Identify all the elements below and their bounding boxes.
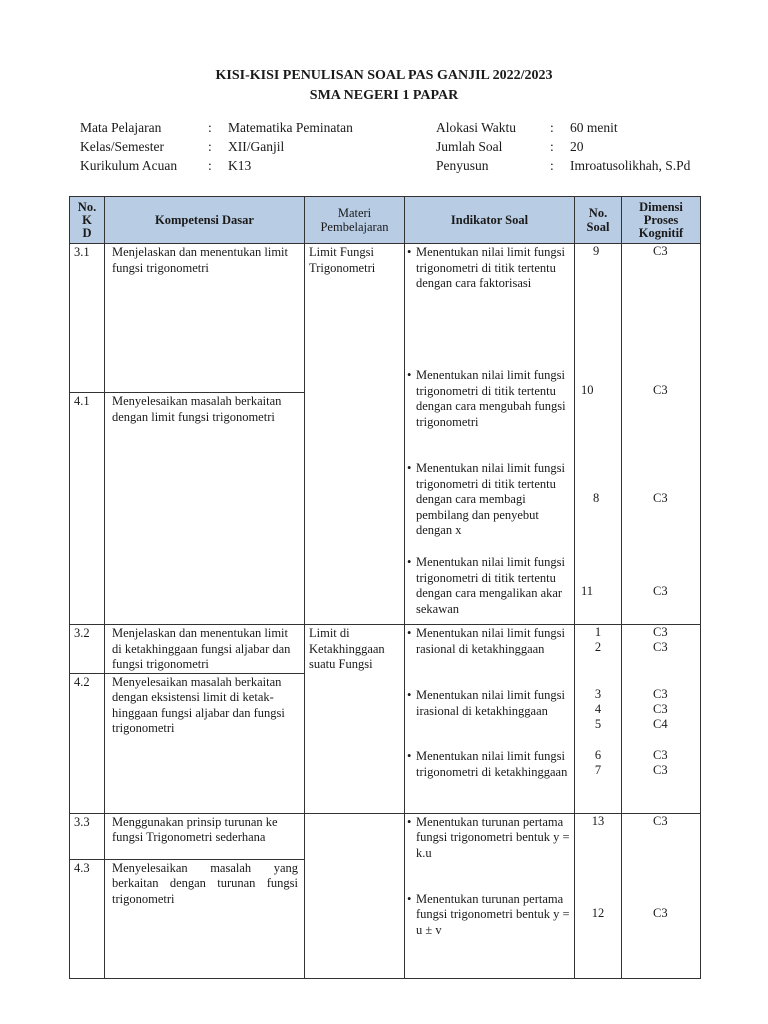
materi-text: Limit Fungsi Trigonometri [309, 245, 376, 275]
no-soal: 8 [593, 491, 600, 505]
meta-label: Kelas/Semester [80, 139, 164, 154]
no-soal: 11 [581, 584, 594, 598]
dimensi-cell [622, 244, 701, 625]
kd-number-text: 4.2 [74, 674, 90, 689]
indikator-cell [405, 625, 575, 814]
kd-text [105, 393, 305, 625]
dimensi-level: C3 [653, 383, 668, 397]
no-soal: 2 [594, 640, 602, 654]
kd-text [105, 673, 305, 813]
table-row [70, 244, 701, 393]
kd-number-text: 3.2 [74, 626, 90, 640]
header-indikator: Indikator Soal [405, 197, 575, 244]
dimensi-level: C3 [653, 702, 668, 716]
kd-description: Menjelaskan dan menentukan limit di ketakhinggaan fungsi aljabar dan fungsi trigonometri [112, 626, 291, 671]
header-kompetensi-dasar: Kompetensi Dasar [105, 197, 305, 244]
dimensi-level: C3 [653, 748, 668, 762]
meta-value: 20 [570, 139, 584, 154]
indikator-item: • Menentukan nilai limit fungsi trigonometri di ketakhinggaan [406, 749, 576, 780]
kisi-kisi-table [69, 196, 701, 979]
dimensi-level: C3 [653, 813, 668, 828]
no-soal-cell [575, 813, 622, 978]
document-title: KISI-KISI PENULISAN SOAL PAS GANJIL 2022/2023 [215, 68, 553, 83]
kd-number-text: 3.1 [74, 245, 90, 259]
no-soal: 12 [591, 905, 605, 920]
kd-number [70, 393, 105, 625]
school-name: SMA NEGERI 1 PAPAR [309, 88, 459, 103]
kd-number [70, 244, 105, 393]
no-soal: 5 [594, 717, 602, 731]
indikator-item: • Menentukan nilai limit fungsi trigonometri di titik tertentu dengan cara mengubah fungsi trigonometri [406, 368, 576, 430]
meta-label: Alokasi Waktu [436, 120, 517, 135]
indikator-item: • Menentukan nilai limit fungsi irasional di ketakhinggaan [406, 688, 576, 719]
indikator-item: • Menentukan nilai limit fungsi rasional di ketakhinggaan [406, 626, 576, 657]
no-soal: 13 [591, 813, 605, 828]
meta-colon: : [208, 139, 212, 154]
meta-value: Imroatusolikhah, S.Pd [570, 158, 691, 173]
no-soal-cell [575, 244, 622, 625]
table-row [70, 813, 701, 859]
kd-text [105, 859, 305, 978]
indikator-item: • Menentukan turunan pertama fungsi trigonometri bentuk y = k.u [406, 815, 576, 862]
header-dimensi: Dimensi Proses Kognitif [622, 197, 701, 244]
kd-number-text: 4.1 [74, 394, 90, 409]
dimensi-level: C3 [653, 687, 668, 701]
meta-value: 60 menit [570, 120, 618, 135]
indikator-cell [405, 244, 575, 625]
meta-label: Penyusun [436, 158, 489, 173]
table-row [70, 625, 701, 674]
meta-label: Mata Pelajaran [80, 120, 162, 135]
kd-number [70, 859, 105, 978]
indikator-item: • Menentukan turunan pertama fungsi trigonometri bentuk y = u ± v [406, 892, 576, 939]
materi-text: Limit di Ketakhinggaan suatu Fungsi [309, 626, 385, 671]
no-soal: 3 [594, 687, 602, 701]
dimensi-level: C3 [653, 244, 668, 258]
no-soal: 4 [594, 702, 602, 716]
kd-description: Menyelesaikan masalah yang berkaitan dengan turunan fungsi trigonometri [112, 860, 298, 906]
meta-label: Jumlah Soal [436, 139, 503, 154]
dimensi-level: C3 [653, 763, 668, 777]
kd-text [105, 625, 305, 674]
no-soal: 7 [594, 763, 602, 777]
no-soal: 9 [593, 244, 600, 258]
kd-text [105, 813, 305, 859]
kd-number-text: 3.3 [74, 814, 90, 829]
no-soal: 1 [594, 625, 602, 639]
materi-cell [305, 625, 405, 814]
dimensi-level: C3 [653, 625, 668, 639]
kd-number-text: 4.3 [74, 860, 90, 875]
kd-number [70, 813, 105, 859]
meta-colon: : [550, 139, 554, 154]
materi-cell [305, 813, 405, 978]
dimensi-cell [622, 813, 701, 978]
meta-colon: : [550, 158, 554, 173]
meta-colon: : [550, 120, 554, 135]
header-materi: Materi Pembelajaran [305, 197, 405, 244]
indikator-item: • Menentukan nilai limit fungsi trigonometri di titik tertentu dengan cara mengalikan akar sekawan [406, 555, 576, 617]
materi-cell [305, 244, 405, 625]
meta-value: Matematika Peminatan [228, 120, 353, 135]
kd-description: Menyelesaikan masalah berkaitan dengan limit fungsi trigonometri [112, 394, 282, 424]
dimensi-level: C3 [653, 584, 668, 598]
dimensi-level: C3 [653, 491, 668, 505]
meta-colon: : [208, 158, 212, 173]
indikator-item: • Menentukan nilai limit fungsi trigonometri di titik tertentu dengan cara faktorisasi [406, 245, 576, 292]
kd-text [105, 244, 305, 393]
meta-colon: : [208, 120, 212, 135]
dimensi-level: C4 [653, 717, 668, 731]
header-no-soal: No. Soal [575, 197, 622, 244]
dimensi-cell [622, 625, 701, 814]
dimensi-level: C3 [653, 905, 668, 920]
dimensi-level: C3 [653, 640, 668, 654]
meta-value: K13 [228, 158, 252, 173]
no-soal: 6 [594, 748, 602, 762]
meta-label: Kurikulum Acuan [80, 158, 178, 173]
no-soal: 10 [581, 383, 594, 397]
no-soal-cell [575, 625, 622, 814]
kd-number [70, 625, 105, 674]
kd-description: Menjelaskan dan menentukan limit fungsi trigonometri [112, 245, 288, 275]
header-row [70, 197, 701, 244]
meta-value: XII/Ganjil [228, 139, 285, 154]
kd-number [70, 673, 105, 813]
indikator-cell [405, 813, 575, 978]
kd-description: Menggunakan prinsip turunan ke fungsi Trigonometri sederhana [112, 814, 278, 844]
kd-description: Menyelesaikan masalah berkaitan dengan eksistensi limit di ketak-hinggaan fungsi aljabar dan fungsi trigonometri [112, 674, 285, 735]
header-no-kd: No. K D [70, 197, 105, 244]
indikator-item: • Menentukan nilai limit fungsi trigonometri di titik tertentu dengan cara membagi pembilang dan penyebut dengan x [406, 461, 576, 539]
